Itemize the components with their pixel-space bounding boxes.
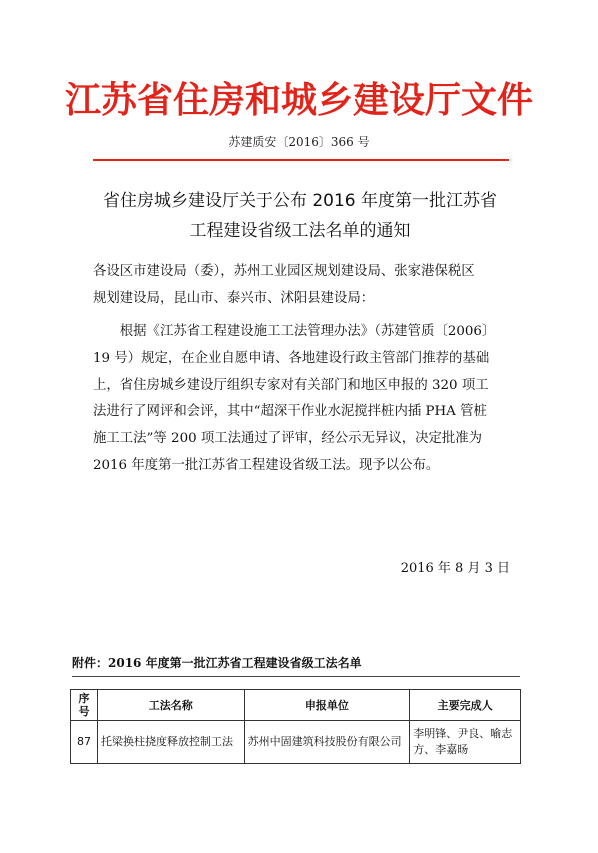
body-line: 规划建设局，昆山市、泰兴市、沭阳县建设局： xyxy=(93,291,375,306)
body-line: 2016 年度第一批江苏省工程建设省级工法。现予以公布。 xyxy=(93,458,440,473)
masthead-title: 江苏省住房和城乡建设厅文件 xyxy=(64,79,533,121)
cell-unit: 苏州中固建筑科技股份有限公司 xyxy=(244,721,410,764)
attachment-divider xyxy=(72,676,520,677)
cell-method: 托梁换柱挠度释放控制工法 xyxy=(97,721,244,764)
issue-date: 2016 年 8 月 3 日 xyxy=(400,561,510,576)
document-number: 苏建质安〔2016〕366 号 xyxy=(228,135,370,149)
attachment-caption: 附件：2016 年度第一批江苏省工程建设省级工法名单 xyxy=(72,656,362,670)
body-line: 上，省住房城乡建设厅组织专家对有关部门和地区申报的 320 项工 xyxy=(93,378,489,393)
header-people: 主要完成人 xyxy=(410,690,521,721)
table-row xyxy=(71,721,521,764)
notice-title-line-2: 工程建设省级工法名单的通知 xyxy=(189,221,411,241)
body-line: 19 号）规定，在企业自愿申请、各地建设行政主管部门推荐的基础 xyxy=(93,351,490,366)
table-header-row xyxy=(71,690,521,721)
header-unit: 申报单位 xyxy=(244,690,410,721)
body-line: 施工工法”等 200 项工法通过了评审，经公示无异议，决定批准为 xyxy=(93,431,483,446)
cell-people: 李明锋、尹良、喻志方、李嘉旸 xyxy=(410,721,521,764)
cell-index: 87 xyxy=(71,721,98,764)
body-line: 法进行了网评和会评，其中“超深干作业水泥搅拌桩内插 PHA 管桩 xyxy=(93,404,487,419)
header-index: 序号 xyxy=(71,690,98,721)
body-line: 根据《江苏省工程建设施工工法管理办法》（苏建管质〔2006〕 xyxy=(93,324,496,339)
body-line: 各设区市建设局（委），苏州工业园区规划建设局、张家港保税区 xyxy=(93,264,475,279)
method-table xyxy=(70,689,521,764)
notice-title-line-1: 省住房城乡建设厅关于公布 2016 年度第一批江苏省 xyxy=(102,191,498,211)
header-method: 工法名称 xyxy=(97,690,244,721)
red-divider xyxy=(93,159,509,161)
